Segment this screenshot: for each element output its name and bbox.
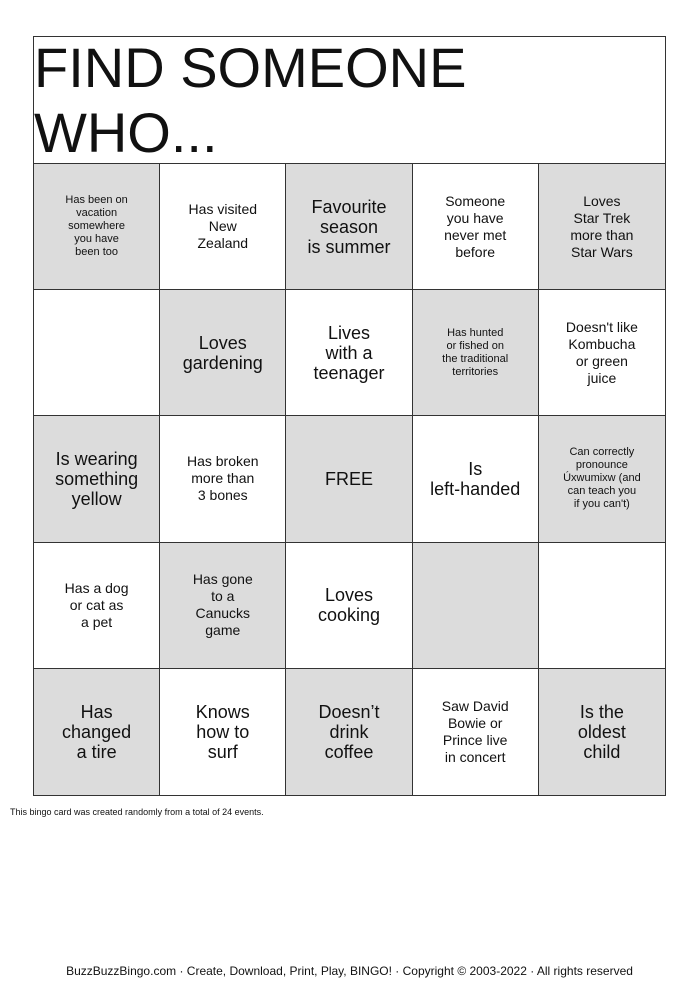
bingo-cell [413,543,539,669]
bingo-cell: Has gone to a Canucks game [160,543,286,669]
bingo-cell: Has visited New Zealand [160,164,286,290]
bingo-cell: Doesn’t drink coffee [286,669,412,795]
bingo-cell: Loves gardening [160,290,286,416]
bingo-cell: Loves Star Trek more than Star Wars [539,164,665,290]
bingo-cell: Someone you have never met before [413,164,539,290]
bingo-cell: Has hunted or fished on the traditional territories [413,290,539,416]
bingo-cell: Can correctly pronounce Úxwumixw (and can teach you if you can't) [539,416,665,542]
bingo-cell: Is wearing something yellow [34,416,160,542]
card-title: FIND SOMEONE WHO... [34,37,665,164]
bingo-cell: Is the oldest child [539,669,665,795]
bingo-cell: Has been on vacation somewhere you have been too [34,164,160,290]
bingo-cell: Doesn't like Kombucha or green juice [539,290,665,416]
bingo-cell [539,543,665,669]
bingo-card [33,36,666,796]
generation-note: This bingo card was created randomly from a total of 24 events. [10,807,264,817]
bingo-cell: Has broken more than 3 bones [160,416,286,542]
bingo-cell: Lives with a teenager [286,290,412,416]
bingo-cell: Saw David Bowie or Prince live in concert [413,669,539,795]
bingo-cell: Loves cooking [286,543,412,669]
bingo-cell [34,290,160,416]
bingo-cell: Knows how to surf [160,669,286,795]
bingo-cell: Is left-handed [413,416,539,542]
bingo-cell: Favourite season is summer [286,164,412,290]
bingo-grid [34,164,665,795]
bingo-cell: Has changed a tire [34,669,160,795]
footer: BuzzBuzzBingo.com · Create, Download, Print, Play, BINGO! · Copyright © 2003-2022 · All rights reserved [66,964,633,978]
bingo-cell: FREE [286,416,412,542]
bingo-cell: Has a dog or cat as a pet [34,543,160,669]
